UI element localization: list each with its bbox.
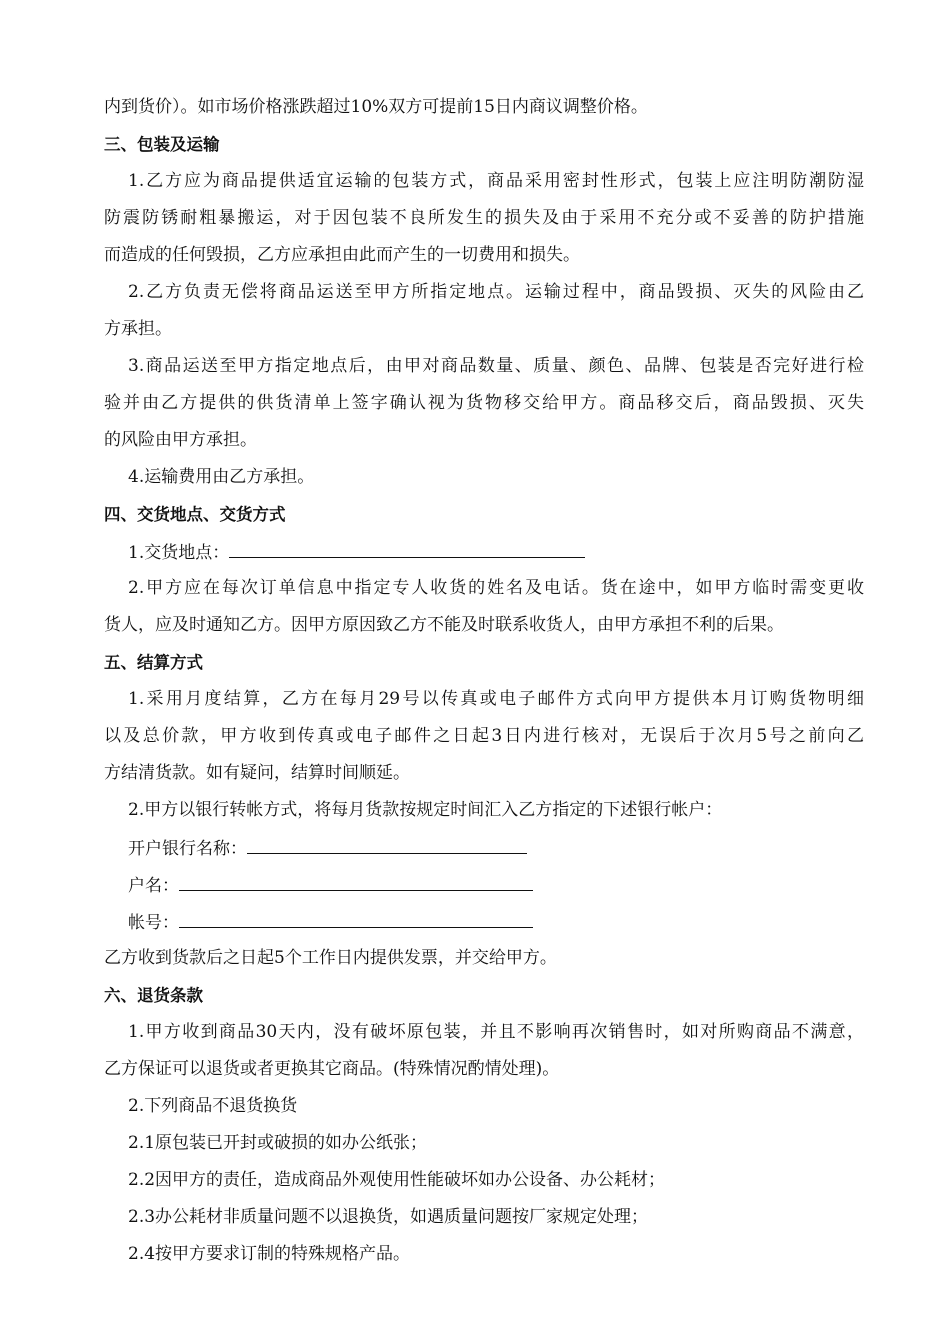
section-heading-delivery: 四、交货地点、交货方式 (104, 505, 286, 524)
bank-name-label: 开户银行名称： (128, 839, 247, 859)
paragraph-line: 2.乙方负责无偿将商品运送至甲方所指定地点。运输过程中，商品毁损、灭失的风险由乙 (128, 282, 864, 302)
delivery-location-blank[interactable] (229, 533, 585, 558)
bank-name-row (104, 829, 864, 866)
account-name-label: 户名： (128, 876, 179, 896)
section-heading-returns: 六、退货条款 (104, 986, 203, 1005)
account-number-label: 帐号： (128, 913, 179, 933)
paragraph-line: 1.乙方应为商品提供适宜运输的包装方式，商品采用密封性形式，包装上应注明防潮防湿 (128, 171, 864, 191)
account-name-row (104, 866, 864, 903)
account-number-row (104, 903, 864, 940)
contract-page (104, 89, 864, 1273)
paragraph-line: 2.甲方应在每次订单信息中指定专人收货的姓名及电话。货在途中，如甲方临时需变更收 (128, 578, 864, 598)
paragraph-line: 3.商品运送至甲方指定地点后，由甲对商品数量、质量、颜色、品牌、包装是否完好进行检 (128, 356, 864, 376)
section-heading-packaging: 三、包装及运输 (104, 135, 220, 154)
bank-name-blank[interactable] (247, 829, 527, 854)
paragraph-line: 验并由乙方提供的供货清单上签字确认视为货物移交给甲方。商品移交后，商品毁损、灭失 (104, 393, 864, 413)
paragraph-line: 方承担。 (104, 319, 172, 339)
paragraph-line: 1.甲方收到商品30天内，没有破坏原包装，并且不影响再次销售时，如对所购商品不满意， (128, 1022, 864, 1042)
paragraph-line: 乙方收到货款后之日起5个工作日内提供发票，并交给甲方。 (104, 948, 557, 968)
section-heading-settlement: 五、结算方式 (104, 653, 203, 672)
list-item: 2.3办公耗材非质量问题不以退换货，如遇质量问题按厂家规定处理； (128, 1207, 649, 1227)
list-item: 2.2因甲方的责任，造成商品外观使用性能破坏如办公设备、办公耗材； (128, 1170, 666, 1190)
delivery-location-label: 1.交货地点： (128, 543, 230, 563)
paragraph-line: 乙方保证可以退货或者更换其它商品。(特殊情况酌情处理)。 (104, 1059, 560, 1079)
paragraph-line: 方结清货款。如有疑问，结算时间顺延。 (104, 763, 410, 783)
list-item: 2.1原包装已开封或破损的如办公纸张； (128, 1133, 428, 1153)
account-name-blank[interactable] (179, 866, 533, 891)
account-number-blank[interactable] (179, 903, 533, 928)
paragraph-line: 的风险由甲方承担。 (104, 430, 257, 450)
paragraph-line: 4.运输费用由乙方承担。 (128, 467, 315, 487)
list-item: 2.4按甲方要求订制的特殊规格产品。 (128, 1244, 411, 1264)
paragraph-line: 而造成的任何毁损，乙方应承担由此而产生的一切费用和损失。 (104, 245, 580, 265)
delivery-location-row (104, 533, 864, 570)
paragraph-line: 以及总价款，甲方收到传真或电子邮件之日起3日内进行核对，无误后于次月5号之前向乙 (104, 726, 864, 746)
paragraph-line: 1.采用月度结算，乙方在每月29号以传真或电子邮件方式向甲方提供本月订购货物明细 (128, 689, 864, 709)
paragraph-line: 2.甲方以银行转帐方式，将每月货款按规定时间汇入乙方指定的下述银行帐户： (128, 800, 723, 820)
paragraph-line: 内到货价）。如市场价格涨跌超过10%双方可提前15日内商议调整价格。 (104, 97, 648, 117)
paragraph-line: 2.下列商品不退货换货 (128, 1096, 298, 1116)
paragraph-line: 防震防锈耐粗暴搬运，对于因包装不良所发生的损失及由于采用不充分或不妥善的防护措施 (104, 208, 864, 228)
paragraph-line: 货人，应及时通知乙方。因甲方原因致乙方不能及时联系收货人，由甲方承担不利的后果。 (104, 615, 784, 635)
